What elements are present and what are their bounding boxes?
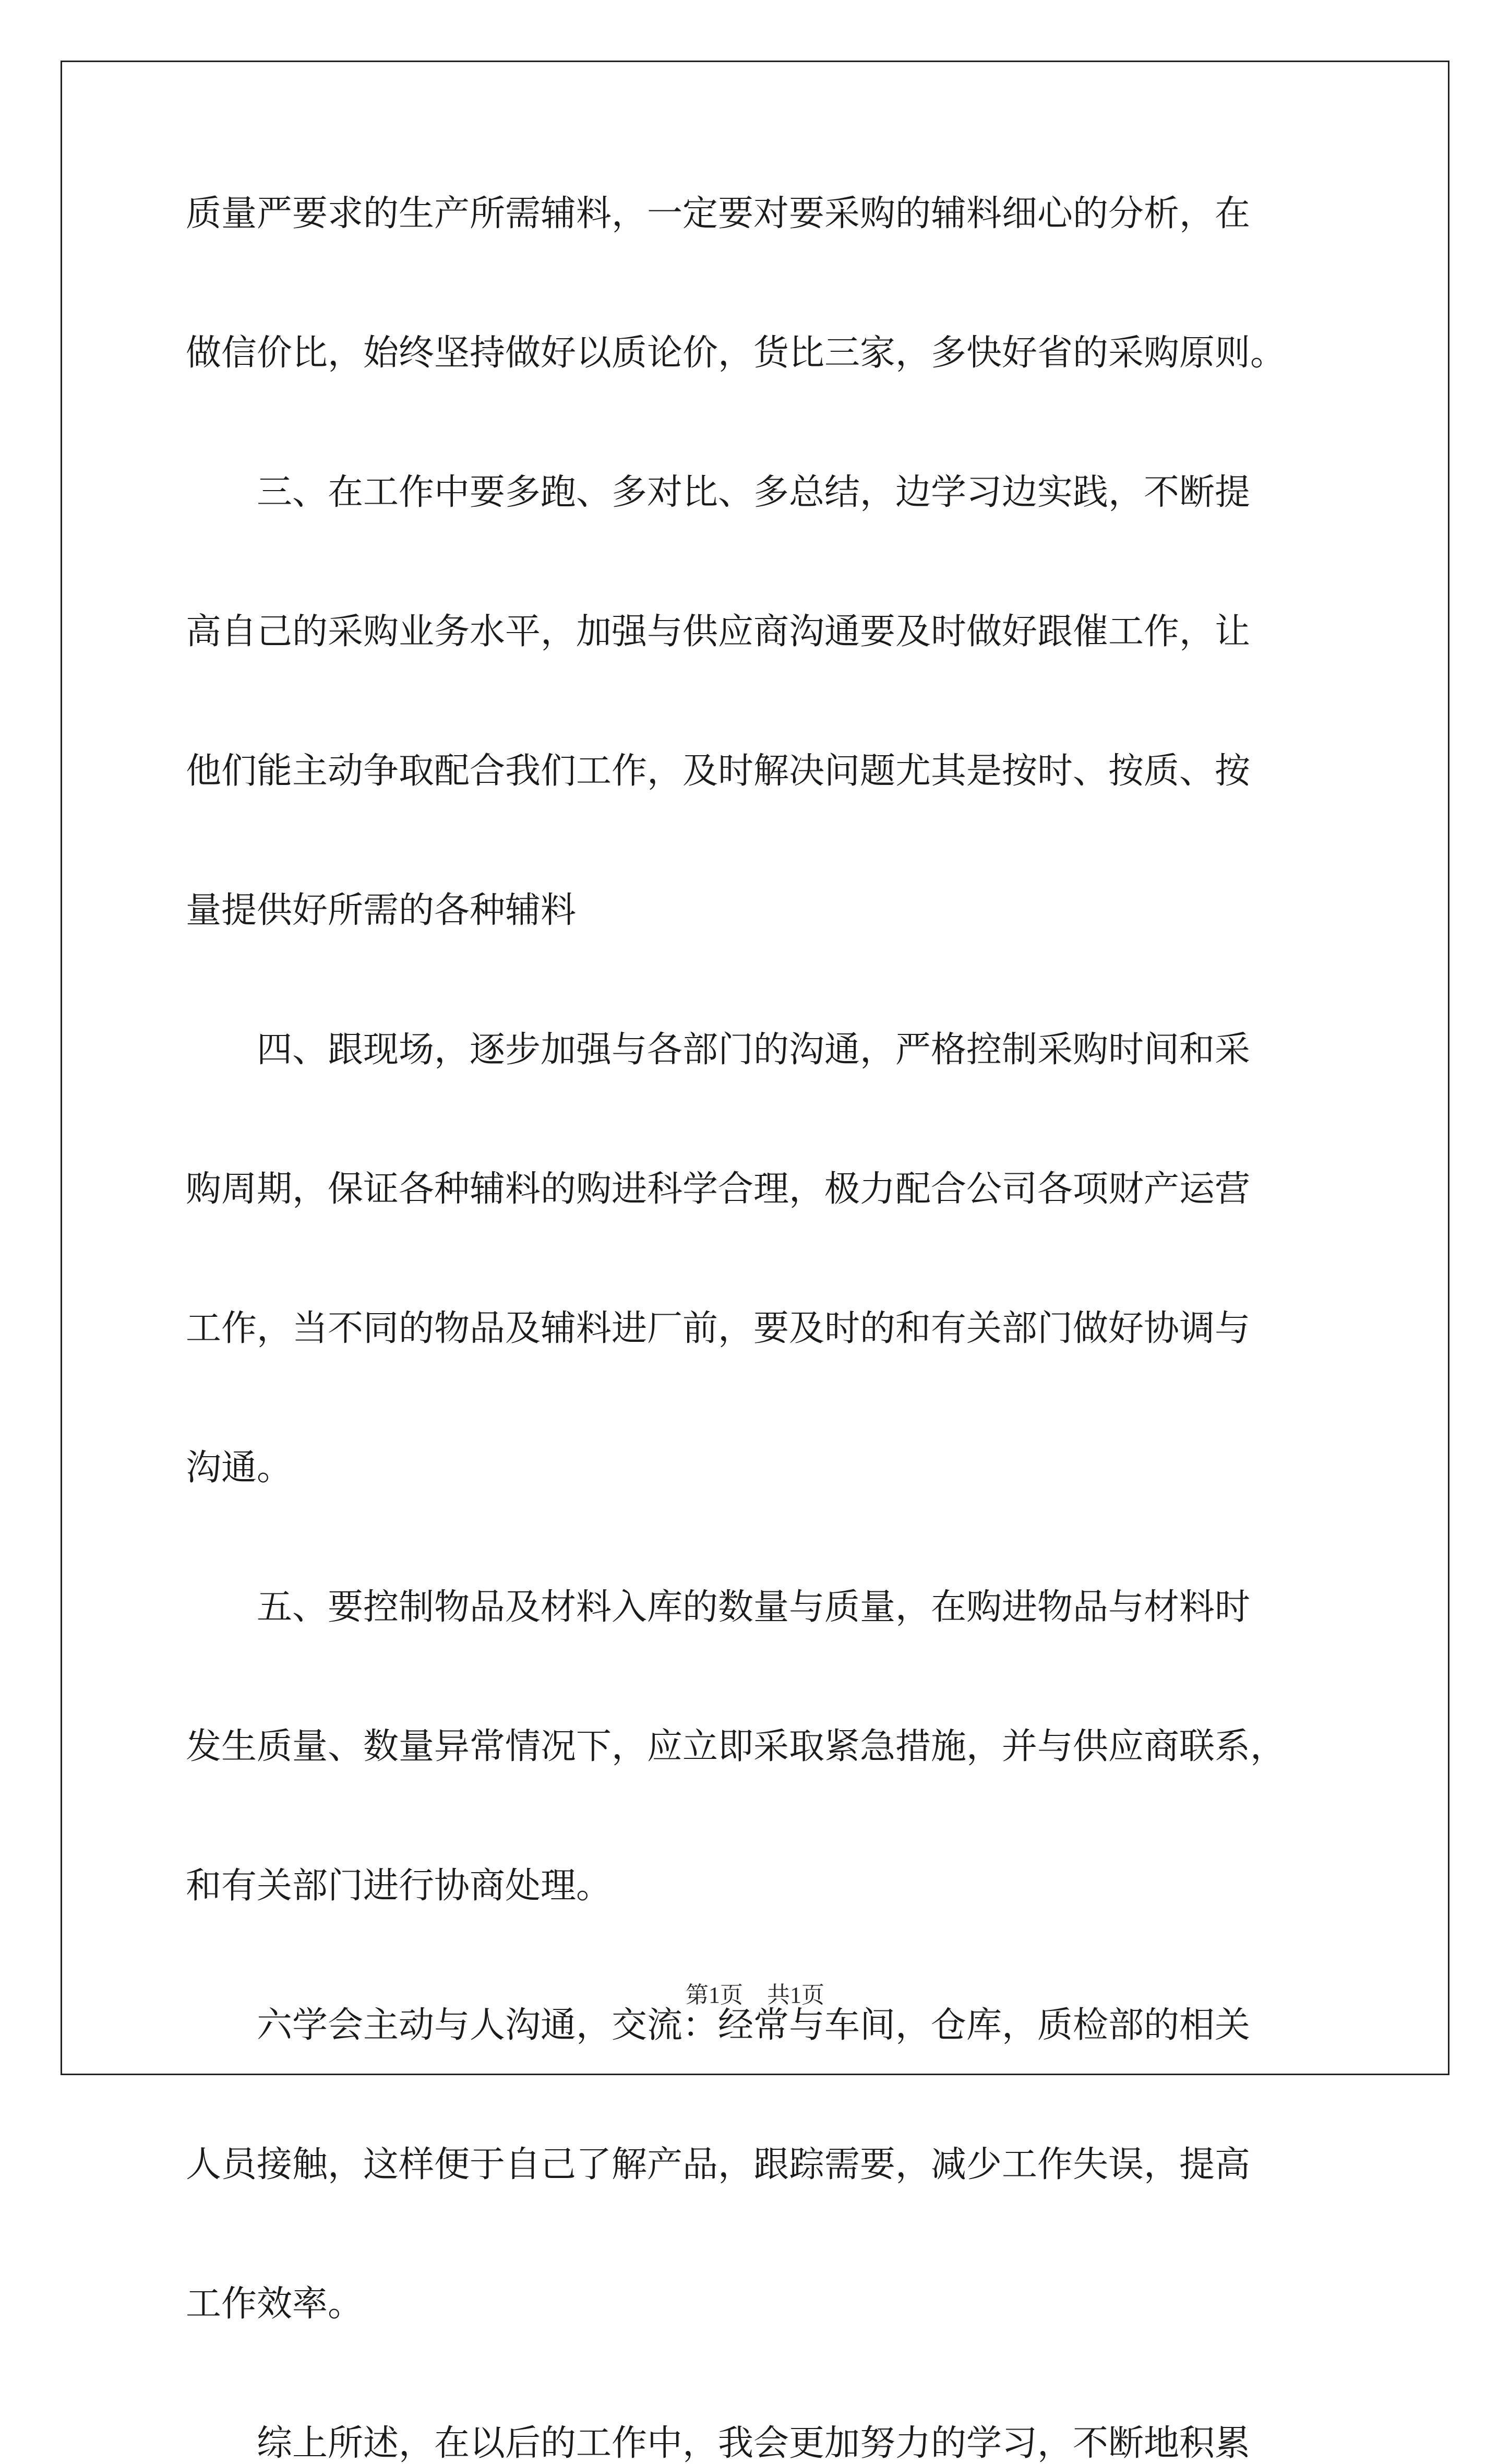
text-line: 三、在工作中要多跑、多对比、多总结，边学习边实践，不断提 bbox=[186, 472, 1251, 513]
page-footer bbox=[0, 1980, 1510, 2011]
text-line: 人员接触，这样便于自己了解产品，跟踪需要，减少工作失误，提高 bbox=[186, 2144, 1251, 2185]
document-body bbox=[186, 194, 1334, 2463]
text-line: 工作效率。 bbox=[186, 2283, 364, 2325]
text-line: 综上所述，在以后的工作中，我会更加努力的学习，不断地积累 bbox=[186, 2423, 1251, 2464]
text-line: 高自己的采购业务水平，加强与供应商沟通要及时做好跟催工作，让 bbox=[186, 611, 1251, 652]
text-line: 发生质量、数量异常情况下，应立即采取紧急措施，并与供应商联系， bbox=[186, 1726, 1286, 1767]
text-line: 质量严要求的生产所需辅料，一定要对要采购的辅料细心的分析，在 bbox=[186, 193, 1251, 234]
page-number-current: 第1页 bbox=[686, 1982, 743, 2008]
text-line: 他们能主动争取配合我们工作，及时解决问题尤其是按时、按质、按 bbox=[186, 751, 1251, 792]
text-line: 沟通。 bbox=[186, 1447, 293, 1489]
text-line: 做信价比，始终坚持做好以质论价，货比三家，多快好省的采购原则。 bbox=[186, 332, 1286, 374]
text-line: 六学会主动与人沟通，交流：经常与车间，仓库，质检部的相关 bbox=[186, 2005, 1251, 2046]
text-line: 四、跟现场，逐步加强与各部门的沟通，严格控制采购时间和采 bbox=[186, 1029, 1251, 1070]
text-line: 量提供好所需的各种辅料 bbox=[186, 890, 577, 931]
text-line: 购周期，保证各种辅料的购进科学合理，极力配合公司各项财产运营 bbox=[186, 1169, 1251, 1210]
page-number-total: 共1页 bbox=[767, 1982, 824, 2008]
text-line: 和有关部门进行协商处理。 bbox=[186, 1865, 612, 1907]
text-line: 五、要控制物品及材料入库的数量与质量，在购进物品与材料时 bbox=[186, 1587, 1251, 1628]
text-line: 工作，当不同的物品及辅料进厂前，要及时的和有关部门做好协调与 bbox=[186, 1308, 1251, 1349]
